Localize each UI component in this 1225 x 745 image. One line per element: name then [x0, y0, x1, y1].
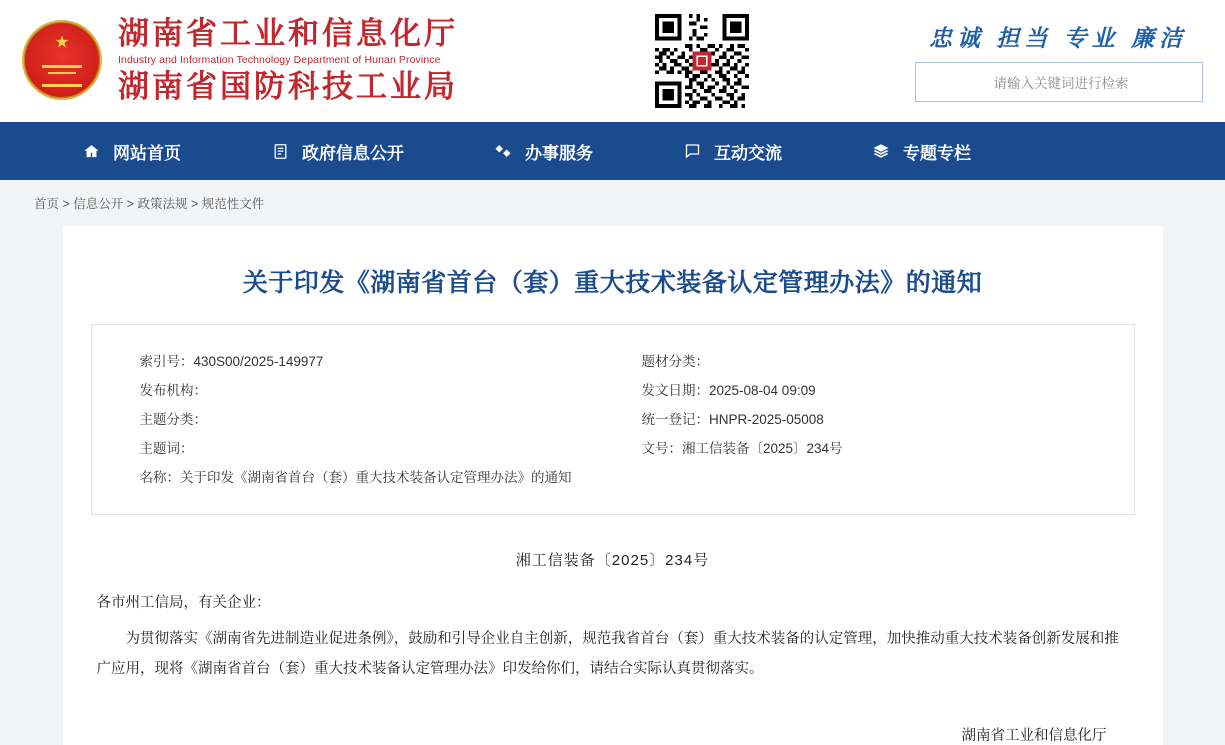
nav-item-government-info[interactable]: [269, 139, 404, 164]
metadata-row: [642, 376, 1134, 405]
site-title-block: [118, 16, 588, 106]
metadata-label: 发文日期：: [641, 383, 709, 398]
nav-item-topics[interactable]: [870, 139, 971, 164]
metadata-value: 关于印发《湖南省首台（套）重大技术装备认定管理办法》的通知: [180, 470, 572, 485]
nav-item-services[interactable]: [492, 139, 593, 164]
document-icon: [269, 141, 291, 161]
document-metadata-box: [91, 324, 1135, 515]
search-input[interactable]: [916, 63, 1206, 103]
document-number: 湘工信装备〔2025〕234号: [515, 552, 710, 569]
breadcrumb[interactable]: [0, 180, 1225, 226]
metadata-value: HNPR-2025-05008: [709, 412, 824, 427]
layers-icon: [870, 141, 892, 161]
chat-icon: [681, 141, 703, 161]
nav-item-services-label: 办事服务: [525, 143, 593, 163]
breadcrumb-text: 首页 > 信息公开 > 政策法规 > 规范性文件: [34, 197, 265, 211]
document-salutation: 各市州工信局，有关企业：: [96, 595, 271, 611]
metadata-row: [140, 376, 632, 405]
nav-item-interaction-label: 互动交流: [714, 143, 782, 163]
metadata-column-left: [92, 347, 632, 492]
metadata-value: 430S00/2025-149977: [193, 354, 324, 369]
home-icon: [80, 141, 102, 161]
site-header: [0, 0, 1225, 122]
metadata-row: [642, 434, 1134, 463]
metadata-row: [140, 405, 632, 434]
national-emblem-icon: ★: [22, 20, 106, 104]
metadata-row: [642, 347, 1134, 376]
metadata-label: 题材分类：: [641, 354, 709, 369]
metadata-row: [140, 434, 632, 463]
org-title-line1: 湖南省工业和信息化厅: [118, 16, 458, 51]
metadata-column-right: [632, 347, 1134, 492]
nav-item-interaction[interactable]: [681, 139, 782, 164]
org-title-english: Industry and Information Technology Department of Hunan Province: [118, 54, 441, 66]
metadata-value: 湘工信装备〔2025〕234号: [682, 441, 843, 456]
page-title: 关于印发《湖南省首台（套）重大技术装备认定管理办法》的通知: [242, 269, 983, 297]
nav-item-topics-label: 专题专栏: [903, 143, 971, 163]
qr-code-icon[interactable]: [655, 14, 749, 108]
metadata-value: 2025-08-04 09:09: [709, 383, 816, 398]
nav-item-home-label: 网站首页: [113, 143, 181, 163]
metadata-label: 发布机构：: [139, 383, 207, 398]
document-card: [63, 226, 1163, 745]
metadata-label: 统一登记：: [641, 412, 709, 427]
org-title-line2: 湖南省国防科技工业局: [118, 69, 458, 104]
main-navigation: [0, 122, 1225, 180]
metadata-label: 名称：: [139, 470, 180, 485]
metadata-row: [140, 463, 632, 492]
document-signature: 湖南省工业和信息化厅: [961, 728, 1107, 744]
diamond-icon: [492, 141, 514, 161]
metadata-row: [642, 405, 1134, 434]
nav-item-government-info-label: 政府信息公开: [302, 143, 404, 163]
metadata-label: 索引号：: [139, 354, 194, 369]
site-slogan: 忠诚 担当 专业 廉洁: [928, 25, 1188, 51]
search-box[interactable]: [915, 62, 1203, 102]
metadata-label: 主题分类：: [139, 412, 207, 427]
document-body: [63, 588, 1163, 684]
metadata-row: [140, 347, 632, 376]
document-paragraph: 为贯彻落实《湖南省先进制造业促进条例》，鼓励和引导企业自主创新，规范我省首台（套）重大技术装备的认定管理，加快推动重大技术装备创新发展和推广应用，现将《湖南省首台（套）重大技术装备认定管理办法》印发给你们，请结合实际认真贯彻落实。: [96, 631, 1119, 677]
metadata-label: 主题词：: [139, 441, 194, 456]
metadata-label: 文号：: [641, 441, 682, 456]
nav-item-home[interactable]: [80, 139, 181, 164]
